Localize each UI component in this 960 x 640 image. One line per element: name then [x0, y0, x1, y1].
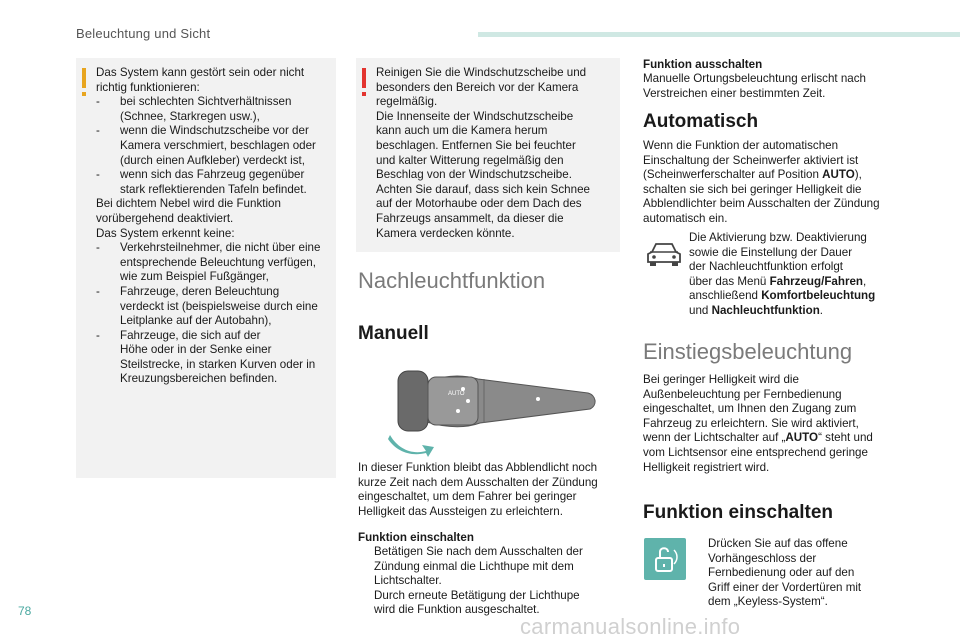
note-line-2: sowie die Einstellung der Dauer [689, 245, 853, 259]
einstieg-paragraph [643, 373, 913, 475]
info-item [96, 241, 328, 256]
info-item [96, 285, 328, 300]
auto-line-5: Abblendlichter beim Ausschalten der Zündung [643, 197, 880, 211]
header-bar [478, 32, 960, 37]
warning-line: Fahrzeugs ansammelt, da dieser die [376, 211, 564, 225]
info-box [76, 58, 336, 478]
menu-komfort: Komfortbeleuchtung [761, 289, 876, 303]
info-item: wie zum Beispiel Fußgänger, [120, 270, 269, 284]
einstieg-bullet-line: dem „Keyless-System“. [708, 595, 828, 609]
einstieg-bullet-line [692, 537, 922, 552]
info-box-text [96, 66, 328, 387]
einstieg-line: Fahrzeug zu erleichtern. Sie wird aktiviert, [643, 416, 859, 430]
warning-icon [362, 68, 366, 88]
auto-line-3 [643, 168, 913, 183]
nachleucht-bullet-line [358, 589, 620, 604]
info-item [96, 95, 328, 110]
nachleucht-bullets [358, 545, 620, 618]
auto-line-6: automatisch ein. [643, 211, 728, 225]
info-item: Steilstrecke, in starken Kurven oder in [120, 357, 316, 371]
light-stalk-illustration [388, 365, 602, 457]
page-header-title: Beleuchtung und Sicht [76, 26, 211, 41]
warning-line: Reinigen Sie die Windschutzscheibe und [376, 66, 587, 79]
off-line: Manuelle Ortungsbeleuchtung erlischt nach [643, 72, 866, 85]
note-5a: anschließend [689, 289, 762, 303]
open-lock-icon [644, 538, 686, 580]
dash-mark: - [96, 328, 100, 342]
car-settings-icon [644, 240, 684, 270]
info-line: vorübergehend deaktiviert. [96, 211, 234, 225]
nachleucht-bullet-line: Lichtschalter. [374, 574, 442, 588]
auto-line-3c: ), [854, 168, 862, 182]
warning-line: kann auch um die Kamera herum [376, 124, 548, 138]
dash-mark: - [96, 168, 100, 182]
note-line-5 [689, 289, 919, 304]
auto-line-4: schalten sie sich bei geringer Helligkeit die [643, 182, 862, 196]
subtitle-manuell: Manuell [358, 323, 429, 344]
info-item-text: bei schlechten Sichtverhältnissen [120, 95, 292, 109]
info-item-text: wenn die Windschutzscheibe vor der [120, 124, 309, 138]
page-number: 78 [18, 604, 32, 618]
subtitle-einstieg-on: Funktion einschalten [643, 502, 834, 523]
info-line: Das System erkennt keine: [96, 226, 235, 240]
einstieg-5a: wenn der Lichtschalter auf „ [643, 431, 786, 445]
note-6c: . [819, 303, 824, 317]
section-title-nachleucht: Nachleuchtfunktion [358, 268, 546, 293]
automatisch-paragraph [643, 139, 913, 227]
nachleucht-line: kurze Zeit nach dem Ausschalten der Zündung [358, 475, 598, 489]
subtitle-automatisch: Automatisch [643, 111, 759, 132]
nachleucht-bullet-line: Zündung einmal die Lichthupe mit dem [374, 559, 574, 573]
note-4a: über das Menü [689, 274, 770, 288]
note-6a: und [689, 303, 712, 317]
info-item-text: Fahrzeuge, die sich auf der [120, 328, 261, 342]
off-line: Verstreichen einer bestimmten Zeit. [643, 86, 826, 100]
section-title-einstieg: Einstiegsbeleuchtung [643, 339, 853, 364]
off-paragraph [643, 72, 913, 101]
info-item: entsprechende Beleuchtung verfügen, [120, 255, 316, 269]
warning-line: besonders den Bereich vor der Kamera [376, 80, 579, 94]
info-item [96, 124, 328, 139]
bullet-text: Betätigen Sie nach dem Ausschalten der [374, 545, 583, 558]
info-item: Kreuzungsbereichen befinden. [120, 372, 278, 386]
einstieg-auto-line [643, 431, 913, 446]
dash-mark: - [96, 284, 100, 298]
nachleucht-line: In dieser Funktion bleibt das Abblendlicht noch [358, 461, 598, 474]
einstieg-auto-keyword: AUTO [785, 431, 819, 445]
note-4e: , [863, 274, 867, 288]
nachleucht-paragraph [358, 461, 620, 519]
warning-line: Kamera verdecken könnte. [376, 226, 515, 240]
info-item: Leitplanke auf der Autobahn), [120, 314, 272, 328]
einstieg-bullet-line: Vorhängeschloss der [708, 551, 817, 565]
auto-line-3a: (Scheinwerferschalter auf Position [643, 168, 823, 182]
einstieg-bullet-line: Fernbedienung oder auf den [708, 566, 855, 580]
auto-line-2: Einschaltung der Scheinwerfer aktiviert ist [643, 153, 859, 167]
einstieg-5c: “ steht und [818, 431, 873, 445]
info-item: (Schnee, Starkregen usw.), [120, 109, 260, 123]
warning-line: auf der Motorhaube oder dem Dach des [376, 197, 582, 211]
info-icon [82, 68, 86, 88]
einstieg-bullets [692, 537, 922, 610]
warning-line: Achten Sie darauf, dass sich kein Schnee [376, 182, 590, 196]
warning-line: und kalter Witterung regelmäßig den [376, 153, 564, 167]
dash-mark: - [96, 241, 100, 255]
info-item [96, 329, 328, 344]
einstieg-line: Außenbeleuchtung per Fernbedienung [643, 387, 842, 401]
warning-box [356, 58, 620, 252]
menu-fahren: Fahren [824, 274, 863, 288]
info-line: Bei dichtem Nebel wird die Funktion [96, 197, 281, 211]
nachleucht-line: eingeschaltet, um dem Fahrer bei geringer [358, 490, 577, 504]
automatisch-note [689, 231, 919, 319]
menu-sep: / [821, 274, 825, 288]
info-item-text: Verkehrsteilnehmer, die nicht über eine [120, 241, 321, 255]
menu-fahrzeug: Fahrzeug [769, 274, 822, 288]
note-line-1: Die Aktivierung bzw. Deaktivierung [689, 231, 867, 244]
bullet-text: Durch erneute Betätigung der Lichthupe [374, 588, 580, 602]
info-item-text: wenn sich das Fahrzeug gegenüber [120, 168, 305, 182]
menu-nachleucht: Nachleuchtfunktion [711, 303, 820, 317]
info-line: richtig funktionieren: [96, 80, 200, 94]
nachleucht-line: Helligkeit das Aussteigen zu erleichtern. [358, 504, 563, 518]
off-title: Funktion ausschalten [643, 58, 763, 71]
einstieg-bullet-line: Griff einer der Vordertüren mit [708, 580, 862, 594]
dash-mark: - [96, 124, 100, 138]
warning-line: Die Innenseite der Windschutzscheibe [376, 109, 574, 123]
nachleucht-bullet-line [358, 545, 620, 560]
auto-label: AUTO [448, 391, 465, 397]
einstieg-line: vom Lichtsensor eine entsprechend geringe [643, 445, 868, 459]
dash-mark: - [96, 95, 100, 109]
info-line: Das System kann gestört sein oder nicht [96, 66, 305, 79]
info-item: Kamera verschmiert, beschlagen oder [120, 138, 316, 152]
warning-box-text [376, 66, 612, 241]
note-line-3: der Nachleuchtfunktion erfolgt [689, 260, 844, 274]
nachleucht-bullet-line: wird die Funktion ausgeschaltet. [374, 603, 540, 617]
watermark: carmanualsonline.info [520, 614, 741, 639]
auto-keyword: AUTO [822, 168, 855, 182]
info-item: Höhe oder in der Senke einer [120, 343, 272, 357]
bullet-text: Drücken Sie auf das offene [708, 537, 848, 550]
auto-line-1: Wenn die Funktion der automatischen [643, 139, 839, 152]
nachleucht-on-title: Funktion einschalten [358, 531, 474, 544]
info-item: verdeckt ist (beispielsweise durch eine [120, 299, 318, 313]
einstieg-line: Bei geringer Helligkeit wird die [643, 373, 799, 386]
info-item: (durch einen Aufkleber) verdeckt ist, [120, 153, 305, 167]
info-item-text: Fahrzeuge, deren Beleuchtung [120, 284, 280, 298]
info-item [96, 168, 328, 183]
einstieg-line: eingeschaltet, um Ihnen den Zugang zum [643, 402, 857, 416]
note-line-6 [689, 304, 919, 319]
warning-line: beschlagen. Entfernen Sie bei feuchter [376, 138, 576, 152]
note-line-4 [689, 275, 919, 290]
warning-line: Beschlag von der Windschutzscheibe. [376, 168, 572, 182]
info-item: stark reflektierenden Tafeln befindet. [120, 182, 307, 196]
warning-line: regelmäßig. [376, 95, 438, 109]
einstieg-line: Helligkeit registriert wird. [643, 460, 770, 474]
